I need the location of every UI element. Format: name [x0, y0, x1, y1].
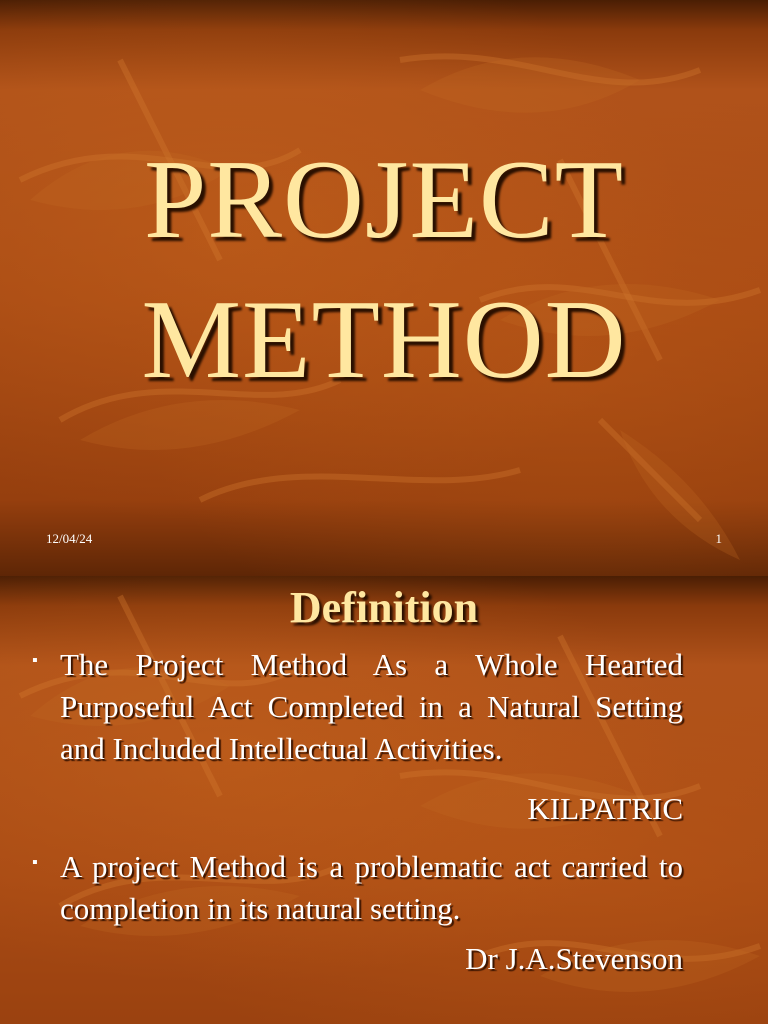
footer-date: 12/04/24	[46, 531, 93, 546]
definition-slide	[0, 576, 768, 1024]
attribution-1: KILPATRIC	[527, 791, 683, 826]
page-number: 1	[715, 531, 722, 546]
definition-bullet-2: A project Method is a problematic act carried to completion in its natural setting.	[60, 849, 683, 926]
definition-bullet-1: The Project Method As a Whole Hearted Purposeful Act Completed in a Natural Setting and Included Intellectual Activities.	[60, 647, 683, 766]
bullet-square-icon: ▪	[32, 652, 38, 669]
attribution-2: Dr J.A.Stevenson	[465, 941, 683, 976]
definition-heading: Definition	[289, 583, 479, 632]
title-line-1: PROJECT	[144, 138, 624, 262]
slide-title	[0, 130, 768, 410]
title-line-2: METHOD	[141, 278, 627, 402]
bullet-square-icon: ▪	[32, 854, 38, 871]
